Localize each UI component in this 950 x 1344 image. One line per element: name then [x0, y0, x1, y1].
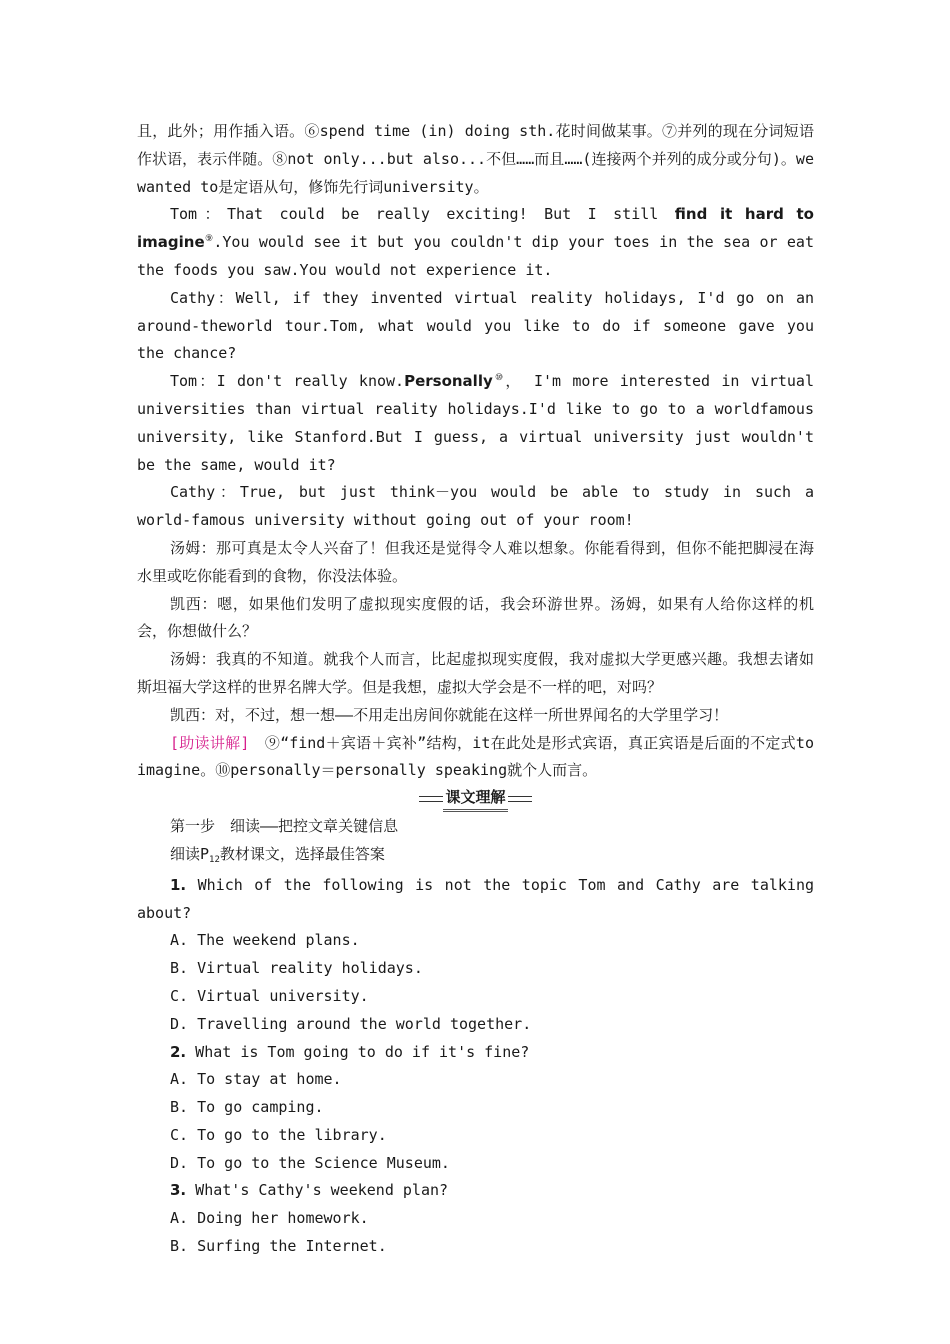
dialogue-tom-1 — [137, 201, 814, 284]
instruction — [137, 841, 814, 872]
option-2a[interactable]: A. To stay at home. — [170, 1070, 342, 1089]
document-content — [137, 118, 814, 1261]
notes-paragraph: 且，此外；用作插入语。⑥spend time (in) doing sth.花时间做某事。⑦并列的现在分词短语作状语，表示伴随。⑧not only...but also...不但……而且……(连接两个并列的成分或分句)。we wanted to是定语从句，修饰先行词university。 — [137, 122, 814, 196]
reading-aid-label: [助读讲解] — [170, 733, 250, 752]
translation-tom-2: 汤姆：我真的不知道。就我个人而言，比起虚拟现实度假，我对虚拟大学更感兴趣。我想去诸如斯坦福大学这样的世界名牌大学。但是我想，虚拟大学会是不一样的吧，对吗？ — [137, 650, 814, 696]
instruction-text: 教材课文，选择最佳答案 — [219, 844, 385, 863]
note-marker: ⑩ — [492, 373, 506, 384]
dialogue-cathy-1: Cathy：Well, if they invented virtual reality holidays, I'd go on an around-theworld tour.Tom, what would you like to do if someone gave you the chance? — [137, 288, 814, 363]
key-phrase: find it hard to imagine — [137, 205, 814, 252]
dialogue-text: ， I'm more interested in virtual universities than virtual reality holidays.I'd like to go to a worldfamous university, like Stanford.But I guess, a virtual university just wouldn't be the same, would it? — [137, 372, 814, 474]
question-3 — [137, 1177, 814, 1205]
option-1b[interactable]: B. Virtual reality holidays. — [170, 959, 423, 978]
question-2 — [137, 1039, 814, 1067]
translation-tom-1: 汤姆：那可真是太令人兴奋了！但我还是觉得令人难以想象。你能看得到，但你不能把脚浸在海水里或吃你能看到的食物，你没法体验。 — [137, 538, 814, 585]
dialogue-text: Tom：I don't really know. — [170, 372, 405, 391]
reading-aid-note — [137, 730, 814, 786]
header-rule-left — [419, 796, 443, 802]
option-3b[interactable]: B. Surfing the Internet. — [170, 1237, 387, 1256]
header-rule-right — [508, 796, 532, 802]
step-heading: 第一步 细读——把控文章关键信息 — [170, 817, 399, 836]
dialogue-cathy-2: Cathy：True, but just think－you would be able to study in such a world-famous university without going out of your room! — [137, 483, 814, 530]
option-2d[interactable]: D. To go to the Science Museum. — [170, 1153, 450, 1172]
page-ref: 12 — [209, 854, 220, 865]
key-phrase: Personally — [404, 372, 493, 391]
question-number: 3. — [170, 1181, 187, 1200]
option-2c[interactable]: C. To go to the library. — [170, 1125, 387, 1144]
instruction-text: 细读P — [170, 844, 210, 863]
reading-aid-text: ⑨“find＋宾语＋宾补”结构，it在此处是形式宾语，真正宾语是后面的不定式to imagine。⑩personally＝personally speaking就个人而言。 — [137, 733, 814, 780]
translation-cathy-1: 凯西：嗯，如果他们发明了虚拟现实度假的话，我会环游世界。汤姆，如果有人给你这样的机会，你想做什么？ — [137, 594, 814, 641]
option-1d[interactable]: D. Travelling around the world together. — [170, 1014, 532, 1033]
question-number: 1. — [170, 875, 187, 894]
dialogue-text: Tom：That could be really exciting! But I still — [170, 205, 675, 224]
option-2b[interactable]: B. To go camping. — [170, 1098, 324, 1117]
note-marker: ⑨ — [204, 234, 214, 245]
dialogue-tom-2 — [137, 368, 814, 479]
option-1a[interactable]: A. The weekend plans. — [170, 931, 360, 950]
translation-cathy-2: 凯西：对，不过，想一想——不用走出房间你就能在这样一所世界闻名的大学里学习！ — [170, 705, 729, 724]
option-3a[interactable]: A. Doing her homework. — [170, 1209, 369, 1228]
section-header — [137, 785, 814, 813]
dialogue-text: .You would see it but you couldn't dip your toes in the sea or eat the foods you saw.You would not experience it. — [137, 233, 814, 279]
question-text: What's Cathy's weekend plan? — [186, 1181, 449, 1200]
option-1c[interactable]: C. Virtual university. — [170, 986, 369, 1005]
question-number: 2. — [170, 1042, 187, 1061]
question-text: Which of the following is not the topic Tom and Cathy are talking about? — [137, 875, 814, 922]
question-text: What is Tom going to do if it's fine? — [186, 1042, 530, 1061]
question-1 — [137, 872, 814, 928]
section-title: 课文理解 — [443, 787, 507, 812]
